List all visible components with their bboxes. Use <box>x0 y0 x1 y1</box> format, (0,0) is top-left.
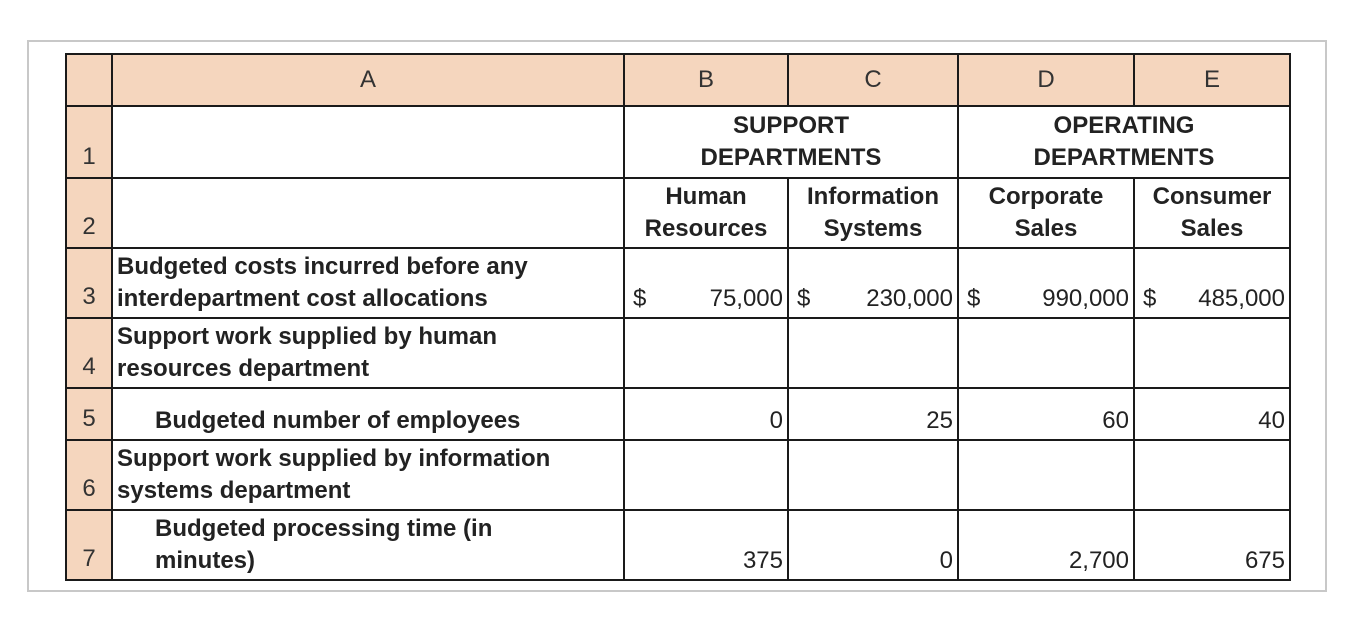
currency-symbol: $ <box>797 285 811 312</box>
cell-a5-label: Budgeted number of employees <box>112 388 624 440</box>
currency-symbol: $ <box>967 285 981 312</box>
dept-human-resources <box>624 178 788 248</box>
cost-value: 230,000 <box>866 285 953 312</box>
cell-d6 <box>958 440 1134 510</box>
row-header-5: 5 <box>66 388 112 440</box>
cost-value: 990,000 <box>1042 285 1129 312</box>
cell-b4 <box>624 318 788 388</box>
dept-information-systems <box>788 178 958 248</box>
column-header-c: C <box>788 54 958 106</box>
cost-corporate-sales <box>958 248 1134 318</box>
corner-cell <box>66 54 112 106</box>
support-header-line-1: SUPPORT <box>732 112 849 139</box>
label-line: Budgeted processing time (in <box>155 515 493 542</box>
row-header-6: 6 <box>66 440 112 510</box>
label-line: minutes) <box>155 547 256 574</box>
table-row-6 <box>66 440 1290 510</box>
label-line: resources department <box>117 355 370 382</box>
table-row-4 <box>66 318 1290 388</box>
cell-a2 <box>112 178 624 248</box>
dept-name-line: Sales <box>1014 215 1078 242</box>
cost-value: 485,000 <box>1198 285 1285 312</box>
cost-human-resources <box>624 248 788 318</box>
dept-name-line: Resources <box>644 215 768 242</box>
row-header-3: 3 <box>66 248 112 318</box>
dept-corporate-sales <box>958 178 1134 248</box>
cell-a6-label <box>112 440 624 510</box>
cell-a4-label <box>112 318 624 388</box>
dept-name-line: Information <box>807 183 939 210</box>
column-header-b: B <box>624 54 788 106</box>
employees-corporate-sales: 60 <box>958 388 1134 440</box>
label-line: systems department <box>117 477 351 504</box>
label-line: Support work supplied by human <box>117 323 498 350</box>
cell-a1 <box>112 106 624 178</box>
table-row-7 <box>66 510 1290 580</box>
label-line: Budgeted costs incurred before any <box>117 253 528 280</box>
table-row-5 <box>66 388 1290 440</box>
column-header-d: D <box>958 54 1134 106</box>
cell-b6 <box>624 440 788 510</box>
row-header-2: 2 <box>66 178 112 248</box>
table-row-1 <box>66 106 1290 178</box>
column-header-row <box>66 54 1290 106</box>
cell-c6 <box>788 440 958 510</box>
currency-symbol: $ <box>1143 285 1157 312</box>
support-header-line-2: DEPARTMENTS <box>700 144 882 171</box>
processing-corporate-sales: 2,700 <box>958 510 1134 580</box>
employees-human-resources: 0 <box>624 388 788 440</box>
operating-header-line-2: DEPARTMENTS <box>1033 144 1215 171</box>
dept-name-line: Consumer <box>1152 183 1272 210</box>
cell-e6 <box>1134 440 1290 510</box>
processing-human-resources: 375 <box>624 510 788 580</box>
dept-name-line: Systems <box>823 215 923 242</box>
cell-c4 <box>788 318 958 388</box>
column-header-e: E <box>1134 54 1290 106</box>
operating-departments-header <box>958 106 1290 178</box>
processing-information-systems: 0 <box>788 510 958 580</box>
cell-a7-label <box>112 510 624 580</box>
cell-e4 <box>1134 318 1290 388</box>
dept-name-line: Human <box>665 183 747 210</box>
cost-consumer-sales <box>1134 248 1290 318</box>
dept-consumer-sales <box>1134 178 1290 248</box>
row-header-1: 1 <box>66 106 112 178</box>
column-header-a: A <box>112 54 624 106</box>
cell-d4 <box>958 318 1134 388</box>
operating-header-line-1: OPERATING <box>1053 112 1195 139</box>
label-line: Support work supplied by information <box>117 445 551 472</box>
processing-consumer-sales: 675 <box>1134 510 1290 580</box>
cost-information-systems <box>788 248 958 318</box>
cost-value: 75,000 <box>709 285 783 312</box>
table-row-2 <box>66 178 1290 248</box>
label-line: interdepartment cost allocations <box>117 285 488 312</box>
table-row-3 <box>66 248 1290 318</box>
currency-symbol: $ <box>633 285 647 312</box>
cell-a3-label <box>112 248 624 318</box>
employees-information-systems: 25 <box>788 388 958 440</box>
dept-name-line: Sales <box>1180 215 1244 242</box>
row-header-4: 4 <box>66 318 112 388</box>
dept-name-line: Corporate <box>988 183 1104 210</box>
support-departments-header <box>624 106 958 178</box>
row-header-7: 7 <box>66 510 112 580</box>
spreadsheet-table <box>65 53 1291 581</box>
employees-consumer-sales: 40 <box>1134 388 1290 440</box>
